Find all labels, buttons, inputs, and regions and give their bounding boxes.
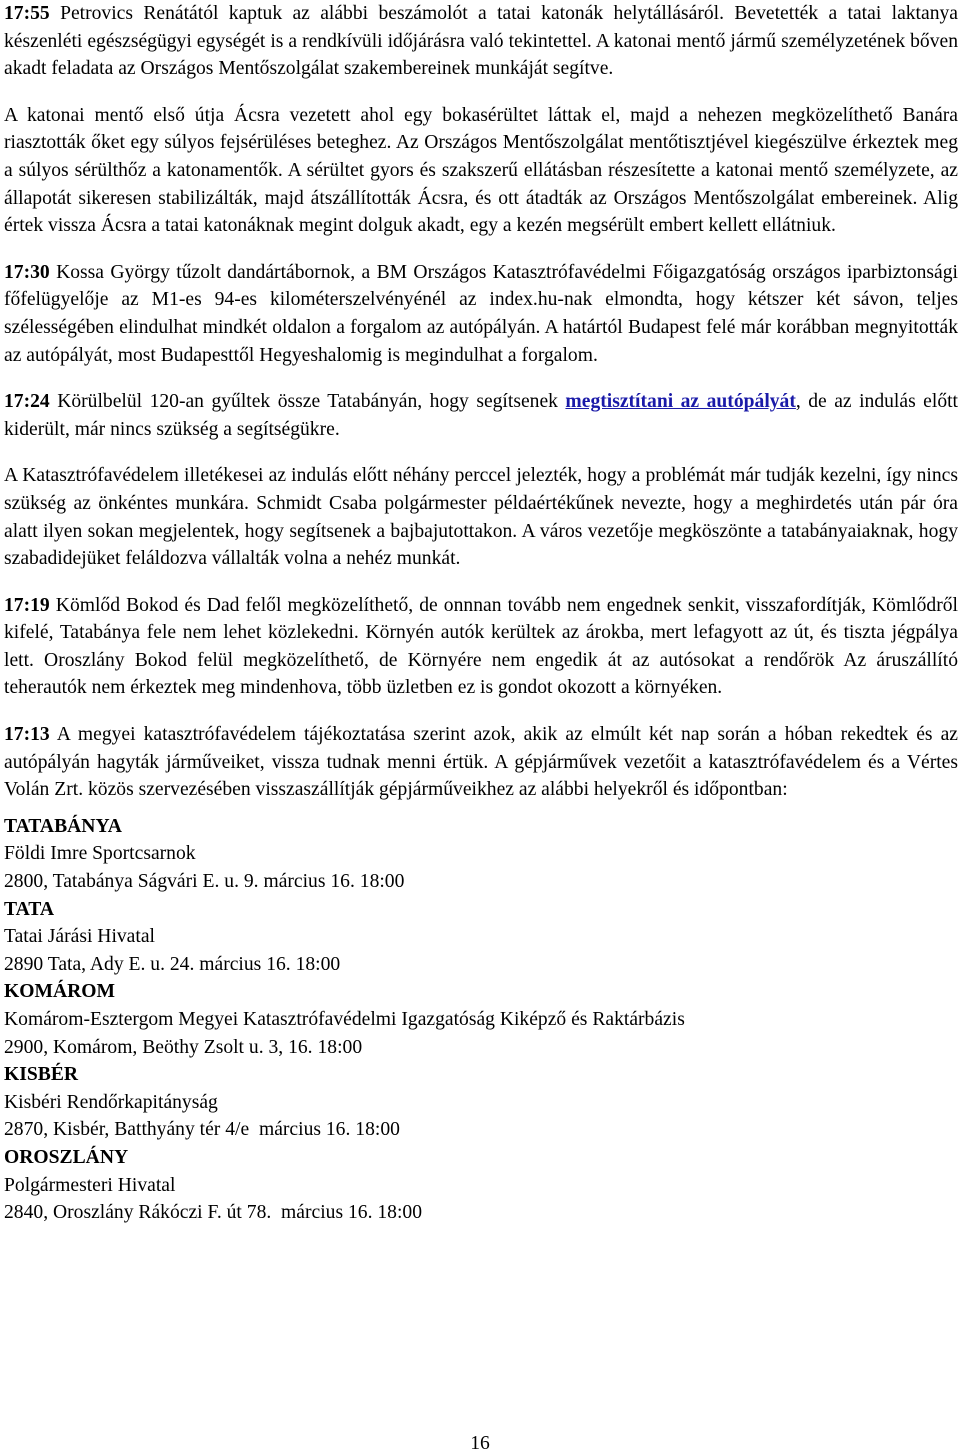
entry-1755-paragraph-2 — [4, 102, 958, 240]
entry-text: A megyei katasztrófavédelem tájékoztatása szerint azok, akik az elmúlt két nap során a hóban rekedtek és az autópályán hagyták járműveiket, vissza tudnak menni értük. A gépjárművek vezetőit a katasztrófavédelem és a Vértes Volán Zrt. közös szervezésében visszaszállítják gépjárműveikhez az alábbi helyekről és időpontban: — [4, 724, 958, 801]
timestamp: 17:24 — [4, 391, 50, 413]
location-address-time: 2840, Oroszlány Rákóczi F. út 78. március 16. 18:00 — [4, 1202, 423, 1224]
timestamp: 17:13 — [4, 724, 50, 746]
location-city: TATA — [4, 898, 55, 920]
entry-1730-paragraph-1 — [4, 259, 958, 369]
entry-1724-paragraph-2 — [4, 462, 958, 572]
location-place: Komárom-Esztergom Megyei Katasztrófavédelmi Igazgatóság Kiképző és Raktárbázis — [4, 1009, 685, 1030]
location-place: Polgármesteri Hivatal — [4, 1174, 176, 1196]
pickup-location-list — [4, 813, 958, 1227]
location-address-time: 2800, Tatabánya Ságvári E. u. 9. március 16. 18:00 — [4, 871, 405, 893]
location-address-time: 2900, Komárom, Beöthy Zsolt u. 3, 16. 18:00 — [4, 1036, 363, 1058]
location-city: KISBÉR — [4, 1064, 79, 1086]
document-page — [4, 0, 958, 1227]
location-city: OROSZLÁNY — [4, 1146, 129, 1168]
location-address-time: 2870, Kisbér, Batthyány tér 4/e március 16. 18:00 — [4, 1119, 400, 1141]
entry-text: A katonai mentő első útja Ácsra vezetett ahol egy bokasérültet láttak el, majd a nehezen megközelíthető Banára riasztották őket egy súlyos fejsérüléses beteghez. Az Országos Mentőszolgálat mentőtisztjével kiegészülve érkeztek meg a súlyos sérülthőz a katonamentők. A sérültet gyors és szakszerű ellátásban részesítette a katonai mentő személyzete, az állapotát sikeresen stabilizálták, majd átszállították Ácsra, és ott átadták az Országos Mentőszolgálat embereinek. Alig értek vissza Ácsra a tatai katonáknak megint dolguk akadt, egy a kezén megsérült embert kellett ellátniuk. — [4, 104, 958, 237]
entry-text: , de az indulás előtt kiderült, már nincs szükség a segítségükre. — [4, 391, 959, 440]
timestamp: 17:30 — [4, 261, 50, 283]
entry-1755-paragraph-1 — [4, 0, 958, 83]
location-place: Tatai Járási Hivatal — [4, 926, 155, 948]
highway-cleanup-link[interactable]: megtisztítani az autópályát — [565, 391, 796, 413]
location-address-time: 2890 Tata, Ady E. u. 24. március 16. 18:00 — [4, 953, 341, 975]
location-city: TATABÁNYA — [4, 815, 122, 837]
location-place: Földi Imre Sportcsarnok — [4, 843, 196, 865]
entry-text: A Katasztrófavédelem illetékesei az indulás előtt néhány perccel jelezték, hogy a problémát már tudják kezelni, így nincs szükség az önkéntes munkára. Schmidt Csaba polgármester példaértékűnek nevezte, hogy a meghirdetés után pár óra alatt ilyen sokan megjelentek, hogy segítsenek a bajbajutottakon. A város vezetője megköszönte a tatabányaiaknak, hogy szabadidejüket feláldozva vállalták volna a nehéz munkát. — [4, 465, 958, 570]
timestamp: 17:55 — [4, 3, 50, 24]
entry-text: Kömlőd Bokod és Dad felől megközelíthető, de onnnan tovább nem engednek senkit, visszafordítják, Kömlődről kifelé, Tatabánya fele nem lehet közlekedni. Környén autók kerültek az árokba, mert lefagyott az út, és tiszta jégpálya lett. Oroszlány Bokod felül megközelíthető, de Környére nem engedik át az autósokat a rendőrök Az áruszállító teherautók nem érkeztek meg mindenhova, több üzletben ez is gondot okozott a környéken. — [4, 594, 958, 699]
entry-text: Petrovics Renátától kaptuk az alábbi beszámolót a tatai katonák helytállásáról. Bevetették a tatai laktanya készenléti egészségügyi egységét is a rendkívüli időjárásra való tekintettel. A katonai mentő jármű személyzetének bőven akadt feladata az Országos Mentőszolgálat szakembereinek munkáját segítve. — [4, 3, 958, 80]
entry-text: Kossa György tűzolt dandártábornok, a BM Országos Katasztrófavédelmi Főigazgatóság országos iparbiztonsági főfelügyelője az M1-es 94-es kilométerszelvényénél az index.hu-nak elmondta, hogy kétszer két sávon, teljes szélességében elindulhat mindkét oldalon a forgalom az autópályán. A határtól Budapest felé már korábban megnyitották az autópályát, most Budapesttől Hegyeshalomig is megindulhat a forgalom. — [4, 261, 958, 366]
location-city: KOMÁROM — [4, 981, 116, 1003]
entry-1713-paragraph-1 — [4, 721, 958, 804]
timestamp: 17:19 — [4, 594, 50, 616]
entry-1724-paragraph-1 — [4, 388, 958, 443]
location-place: Kisbéri Rendőrkapitányság — [4, 1091, 218, 1113]
entry-1719-paragraph-1 — [4, 592, 958, 702]
entry-text: Körülbelül 120-an gyűltek össze Tatabányán, hogy segítsenek — [57, 391, 566, 413]
page-number: 16 — [470, 1433, 490, 1454]
